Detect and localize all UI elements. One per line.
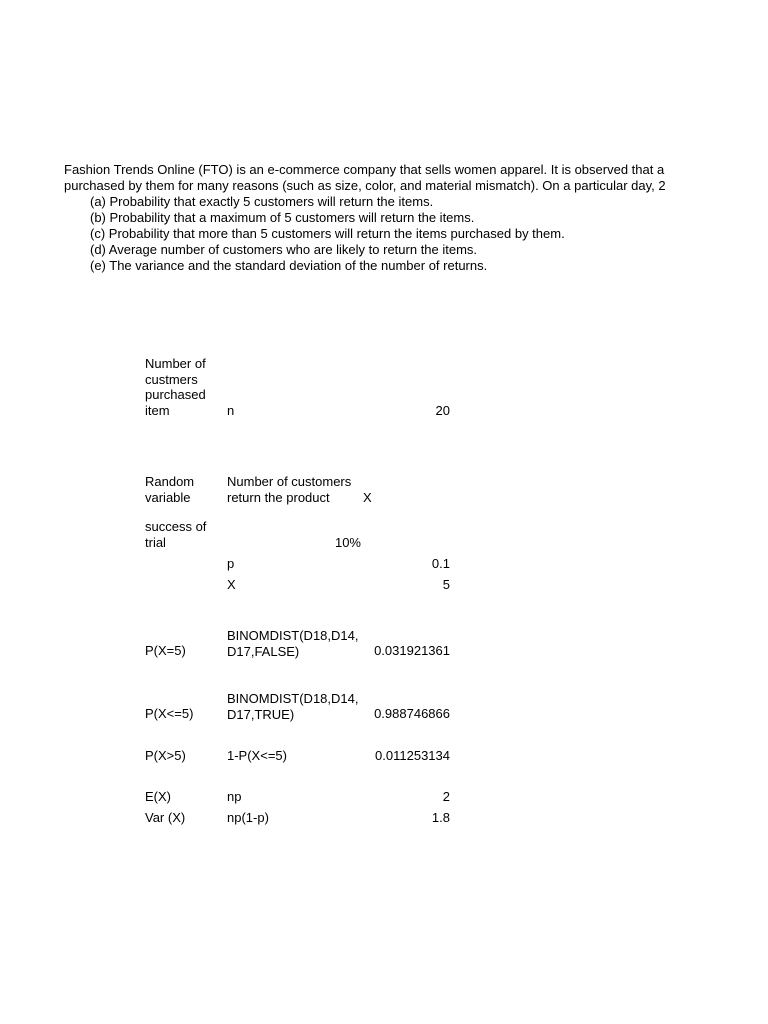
- p-x-gt-5-formula-cell[interactable]: 1-P(X<=5): [227, 748, 287, 763]
- p-x-equals-5-label-cell[interactable]: P(X=5): [145, 643, 186, 658]
- variance-formula-cell[interactable]: np(1-p): [227, 810, 269, 825]
- question-c: (c) Probability that more than 5 customers will return the items purchased by them.: [90, 226, 565, 241]
- p-x-le-5-value-cell[interactable]: 0.988746866: [374, 706, 450, 721]
- random-variable-symbol-cell[interactable]: X: [363, 490, 372, 505]
- random-variable-label-cell[interactable]: Random variable: [145, 474, 195, 505]
- n-value-cell[interactable]: 20: [435, 403, 450, 418]
- variance-label-cell[interactable]: Var (X): [145, 810, 186, 825]
- p-x-le-5-formula-cell[interactable]: BINOMDIST(D18,D14, D17,TRUE): [227, 691, 359, 722]
- question-e: (e) The variance and the standard deviation of the number of returns.: [90, 258, 488, 273]
- n-label-cell[interactable]: Number of custmers purchased item: [145, 356, 206, 418]
- success-label-cell[interactable]: success of trial: [145, 519, 207, 550]
- p-x-equals-5-formula-cell[interactable]: BINOMDIST(D18,D14, D17,FALSE): [227, 628, 359, 659]
- success-percent-cell[interactable]: 10%: [334, 535, 361, 550]
- x-value-cell[interactable]: 5: [442, 577, 450, 592]
- question-d: (d) Average number of customers who are likely to return the items.: [90, 242, 478, 257]
- random-variable-description-cell[interactable]: Number of customers return the product: [227, 474, 352, 505]
- x-symbol-cell[interactable]: X: [227, 577, 236, 592]
- problem-line-1: Fashion Trends Online (FTO) is an e-commerce company that sells women apparel. It is observed that a: [64, 162, 665, 177]
- expected-value-label-cell[interactable]: E(X): [145, 789, 171, 804]
- p-x-le-5-label-cell[interactable]: P(X<=5): [145, 706, 194, 721]
- p-symbol-cell[interactable]: p: [227, 556, 235, 571]
- problem-line-2: purchased by them for many reasons (such as size, color, and material mismatch). On a particular day, 2: [64, 178, 666, 193]
- p-x-gt-5-label-cell[interactable]: P(X>5): [145, 748, 186, 763]
- question-a: (a) Probability that exactly 5 customers will return the items.: [90, 194, 434, 209]
- n-symbol-cell[interactable]: n: [227, 403, 235, 418]
- p-x-gt-5-value-cell[interactable]: 0.011253134: [375, 748, 450, 763]
- p-value-cell[interactable]: 0.1: [431, 556, 450, 571]
- expected-value-cell[interactable]: 2: [442, 789, 450, 804]
- expected-value-formula-cell[interactable]: np: [227, 789, 242, 804]
- question-b: (b) Probability that a maximum of 5 customers will return the items.: [90, 210, 475, 225]
- p-x-equals-5-value-cell[interactable]: 0.031921361: [374, 643, 450, 658]
- variance-value-cell[interactable]: 1.8: [431, 810, 450, 825]
- problem-statement: [64, 162, 696, 274]
